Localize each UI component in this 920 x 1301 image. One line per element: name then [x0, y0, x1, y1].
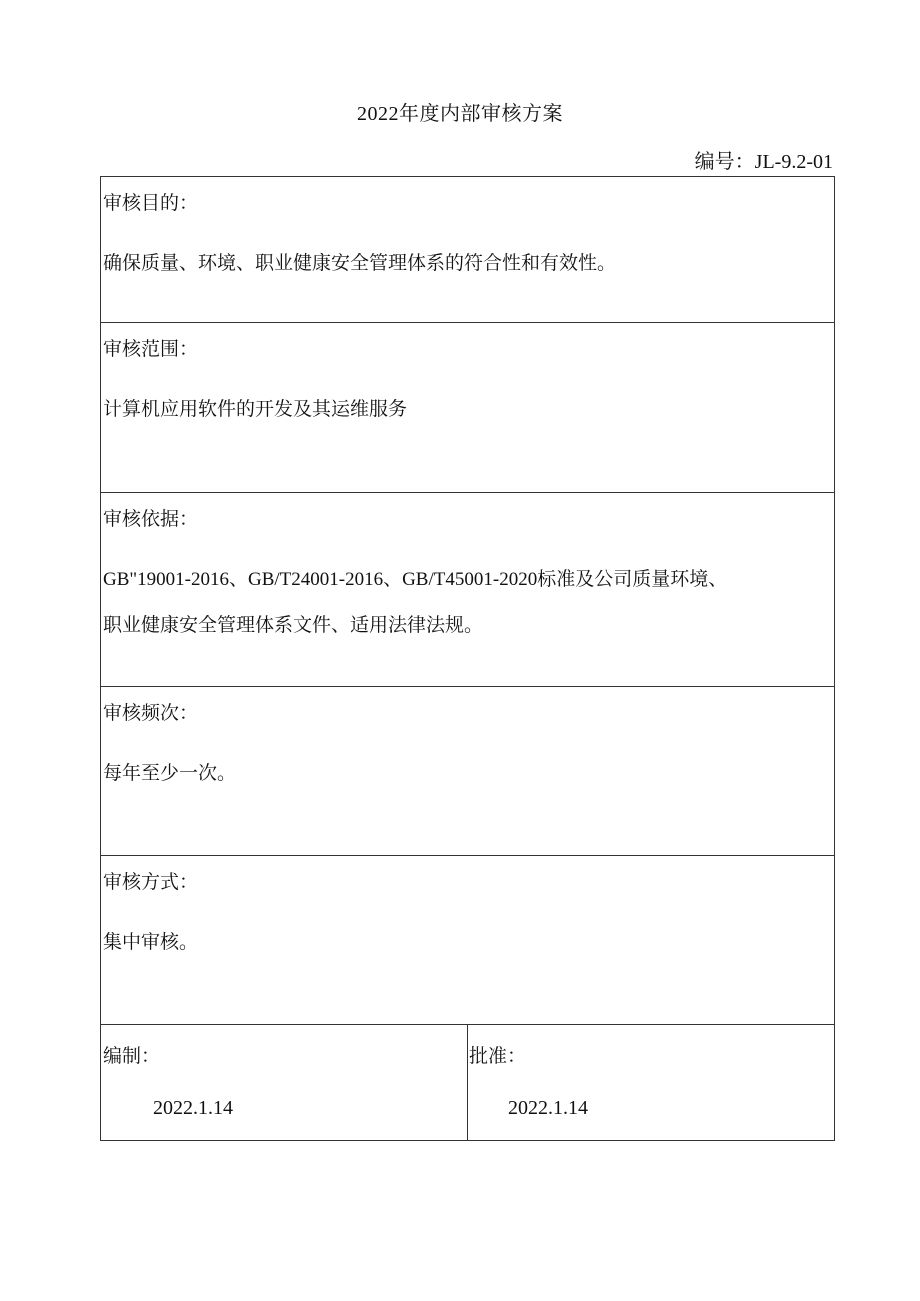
approved-date: 2022.1.14	[508, 1097, 588, 1119]
prepared-label: 编制：	[103, 1046, 161, 1067]
method-line: 集中审核。	[103, 932, 199, 953]
purpose-section	[101, 177, 834, 323]
basis-line: 职业健康安全管理体系文件、适用法律法规。	[103, 615, 484, 636]
scope-line: 计算机应用软件的开发及其运维服务	[103, 399, 408, 420]
prepared-cell	[101, 1025, 468, 1140]
scope-label: 审核范围：	[103, 339, 199, 360]
audit-plan-table	[100, 176, 835, 1141]
purpose-line: 确保质量、环境、职业健康安全管理体系的符合性和有效性。	[103, 253, 617, 274]
method-text	[103, 920, 828, 966]
prepared-date: 2022.1.14	[153, 1097, 233, 1119]
basis-text	[103, 557, 828, 649]
approved-label: 批准：	[469, 1046, 527, 1067]
purpose-text	[103, 241, 828, 287]
document-title: 2022年度内部审核方案	[357, 103, 563, 125]
frequency-section	[101, 687, 834, 856]
basis-line: GB"19001-2016、GB/T24001-2016、GB/T45001-2020标准及公司质量环境、	[103, 569, 728, 590]
approved-cell	[468, 1025, 834, 1140]
basis-label: 审核依据：	[103, 509, 199, 530]
method-section	[101, 856, 834, 1025]
scope-section	[101, 323, 834, 493]
frequency-text	[103, 751, 828, 797]
scope-text	[103, 387, 828, 433]
frequency-line: 每年至少一次。	[103, 763, 237, 784]
document-number: 编号：JL-9.2-01	[694, 151, 833, 173]
frequency-label: 审核频次：	[103, 703, 199, 724]
method-label: 审核方式：	[103, 872, 199, 893]
purpose-label: 审核目的：	[103, 193, 199, 214]
signoff-row	[101, 1025, 834, 1140]
basis-section	[101, 493, 834, 687]
